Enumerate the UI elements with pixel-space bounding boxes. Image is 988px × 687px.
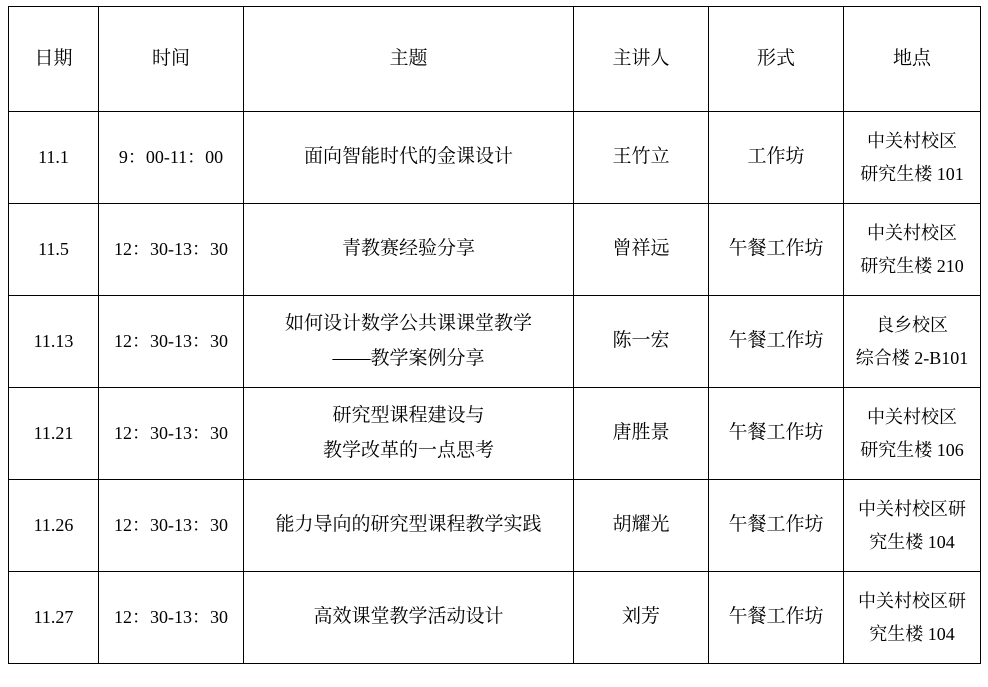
topic-line: 面向智能时代的金课设计: [303, 146, 513, 168]
table-header: [9, 7, 981, 112]
place-line: 研究生楼 101: [860, 163, 964, 184]
cell-time: 9：00-11：00: [99, 112, 244, 204]
cell-time: 12：30-13：30: [99, 204, 244, 296]
place-line: 究生楼 104: [869, 623, 955, 644]
cell-format: 午餐工作坊: [709, 296, 844, 388]
column-header-topic: 主题: [244, 7, 574, 112]
topic-line: ——教学案例分享: [332, 347, 485, 369]
column-header-speaker: 主讲人: [574, 7, 709, 112]
place-line: 研究生楼 106: [860, 439, 964, 460]
table-row: [9, 388, 981, 480]
topic-line: 青教赛经验分享: [341, 238, 475, 260]
place-line: 中关村校区研: [858, 498, 966, 519]
topic-line: 能力导向的研究型课程教学实践: [275, 514, 542, 536]
cell-time: 12：30-13：30: [99, 296, 244, 388]
topic-line: 高效课堂教学活动设计: [313, 606, 504, 628]
table-row: [9, 480, 981, 572]
cell-format: 午餐工作坊: [709, 480, 844, 572]
place-line: 中关村校区: [867, 130, 957, 151]
cell-time: 12：30-13：30: [99, 480, 244, 572]
cell-place: [844, 204, 981, 296]
table-row: [9, 112, 981, 204]
place-line: 研究生楼 210: [860, 255, 964, 276]
cell-date: 11.5: [9, 204, 99, 296]
place-line: 中关村校区: [867, 222, 957, 243]
topic-line: 如何设计数学公共课课堂教学: [284, 313, 532, 334]
place-line: 中关村校区: [867, 406, 957, 427]
cell-place: [844, 296, 981, 388]
cell-format: 工作坊: [709, 112, 844, 204]
cell-speaker: 陈一宏: [574, 296, 709, 388]
cell-date: 11.27: [9, 572, 99, 664]
cell-format: 午餐工作坊: [709, 572, 844, 664]
schedule-table: [8, 6, 981, 664]
cell-place: [844, 572, 981, 664]
cell-speaker: 胡耀光: [574, 480, 709, 572]
cell-time: 12：30-13：30: [99, 572, 244, 664]
cell-topic: [244, 204, 574, 296]
table-header-row: [9, 7, 981, 112]
place-line: 究生楼 104: [869, 531, 955, 552]
cell-topic: [244, 112, 574, 204]
cell-date: 11.21: [9, 388, 99, 480]
cell-place: [844, 480, 981, 572]
cell-place: [844, 112, 981, 204]
table-body: [9, 112, 981, 664]
cell-place: [844, 388, 981, 480]
topic-line: 教学改革的一点思考: [322, 439, 494, 461]
cell-format: 午餐工作坊: [709, 388, 844, 480]
cell-date: 11.26: [9, 480, 99, 572]
cell-speaker: 曾祥远: [574, 204, 709, 296]
table-row: [9, 204, 981, 296]
column-header-date: 日期: [9, 7, 99, 112]
cell-speaker: 唐胜景: [574, 388, 709, 480]
column-header-time: 时间: [99, 7, 244, 112]
table-row: [9, 572, 981, 664]
cell-topic: [244, 572, 574, 664]
cell-topic: [244, 296, 574, 388]
cell-time: 12：30-13：30: [99, 388, 244, 480]
cell-date: 11.13: [9, 296, 99, 388]
cell-topic: [244, 480, 574, 572]
place-line: 中关村校区研: [858, 590, 966, 611]
cell-topic: [244, 388, 574, 480]
column-header-format: 形式: [709, 7, 844, 112]
cell-speaker: 刘芳: [574, 572, 709, 664]
cell-speaker: 王竹立: [574, 112, 709, 204]
table-row: [9, 296, 981, 388]
place-line: 良乡校区: [876, 314, 948, 335]
topic-line: 研究型课程建设与: [332, 405, 485, 426]
cell-format: 午餐工作坊: [709, 204, 844, 296]
place-line: 综合楼 2-B101: [855, 347, 969, 368]
cell-date: 11.1: [9, 112, 99, 204]
column-header-place: 地点: [844, 7, 981, 112]
